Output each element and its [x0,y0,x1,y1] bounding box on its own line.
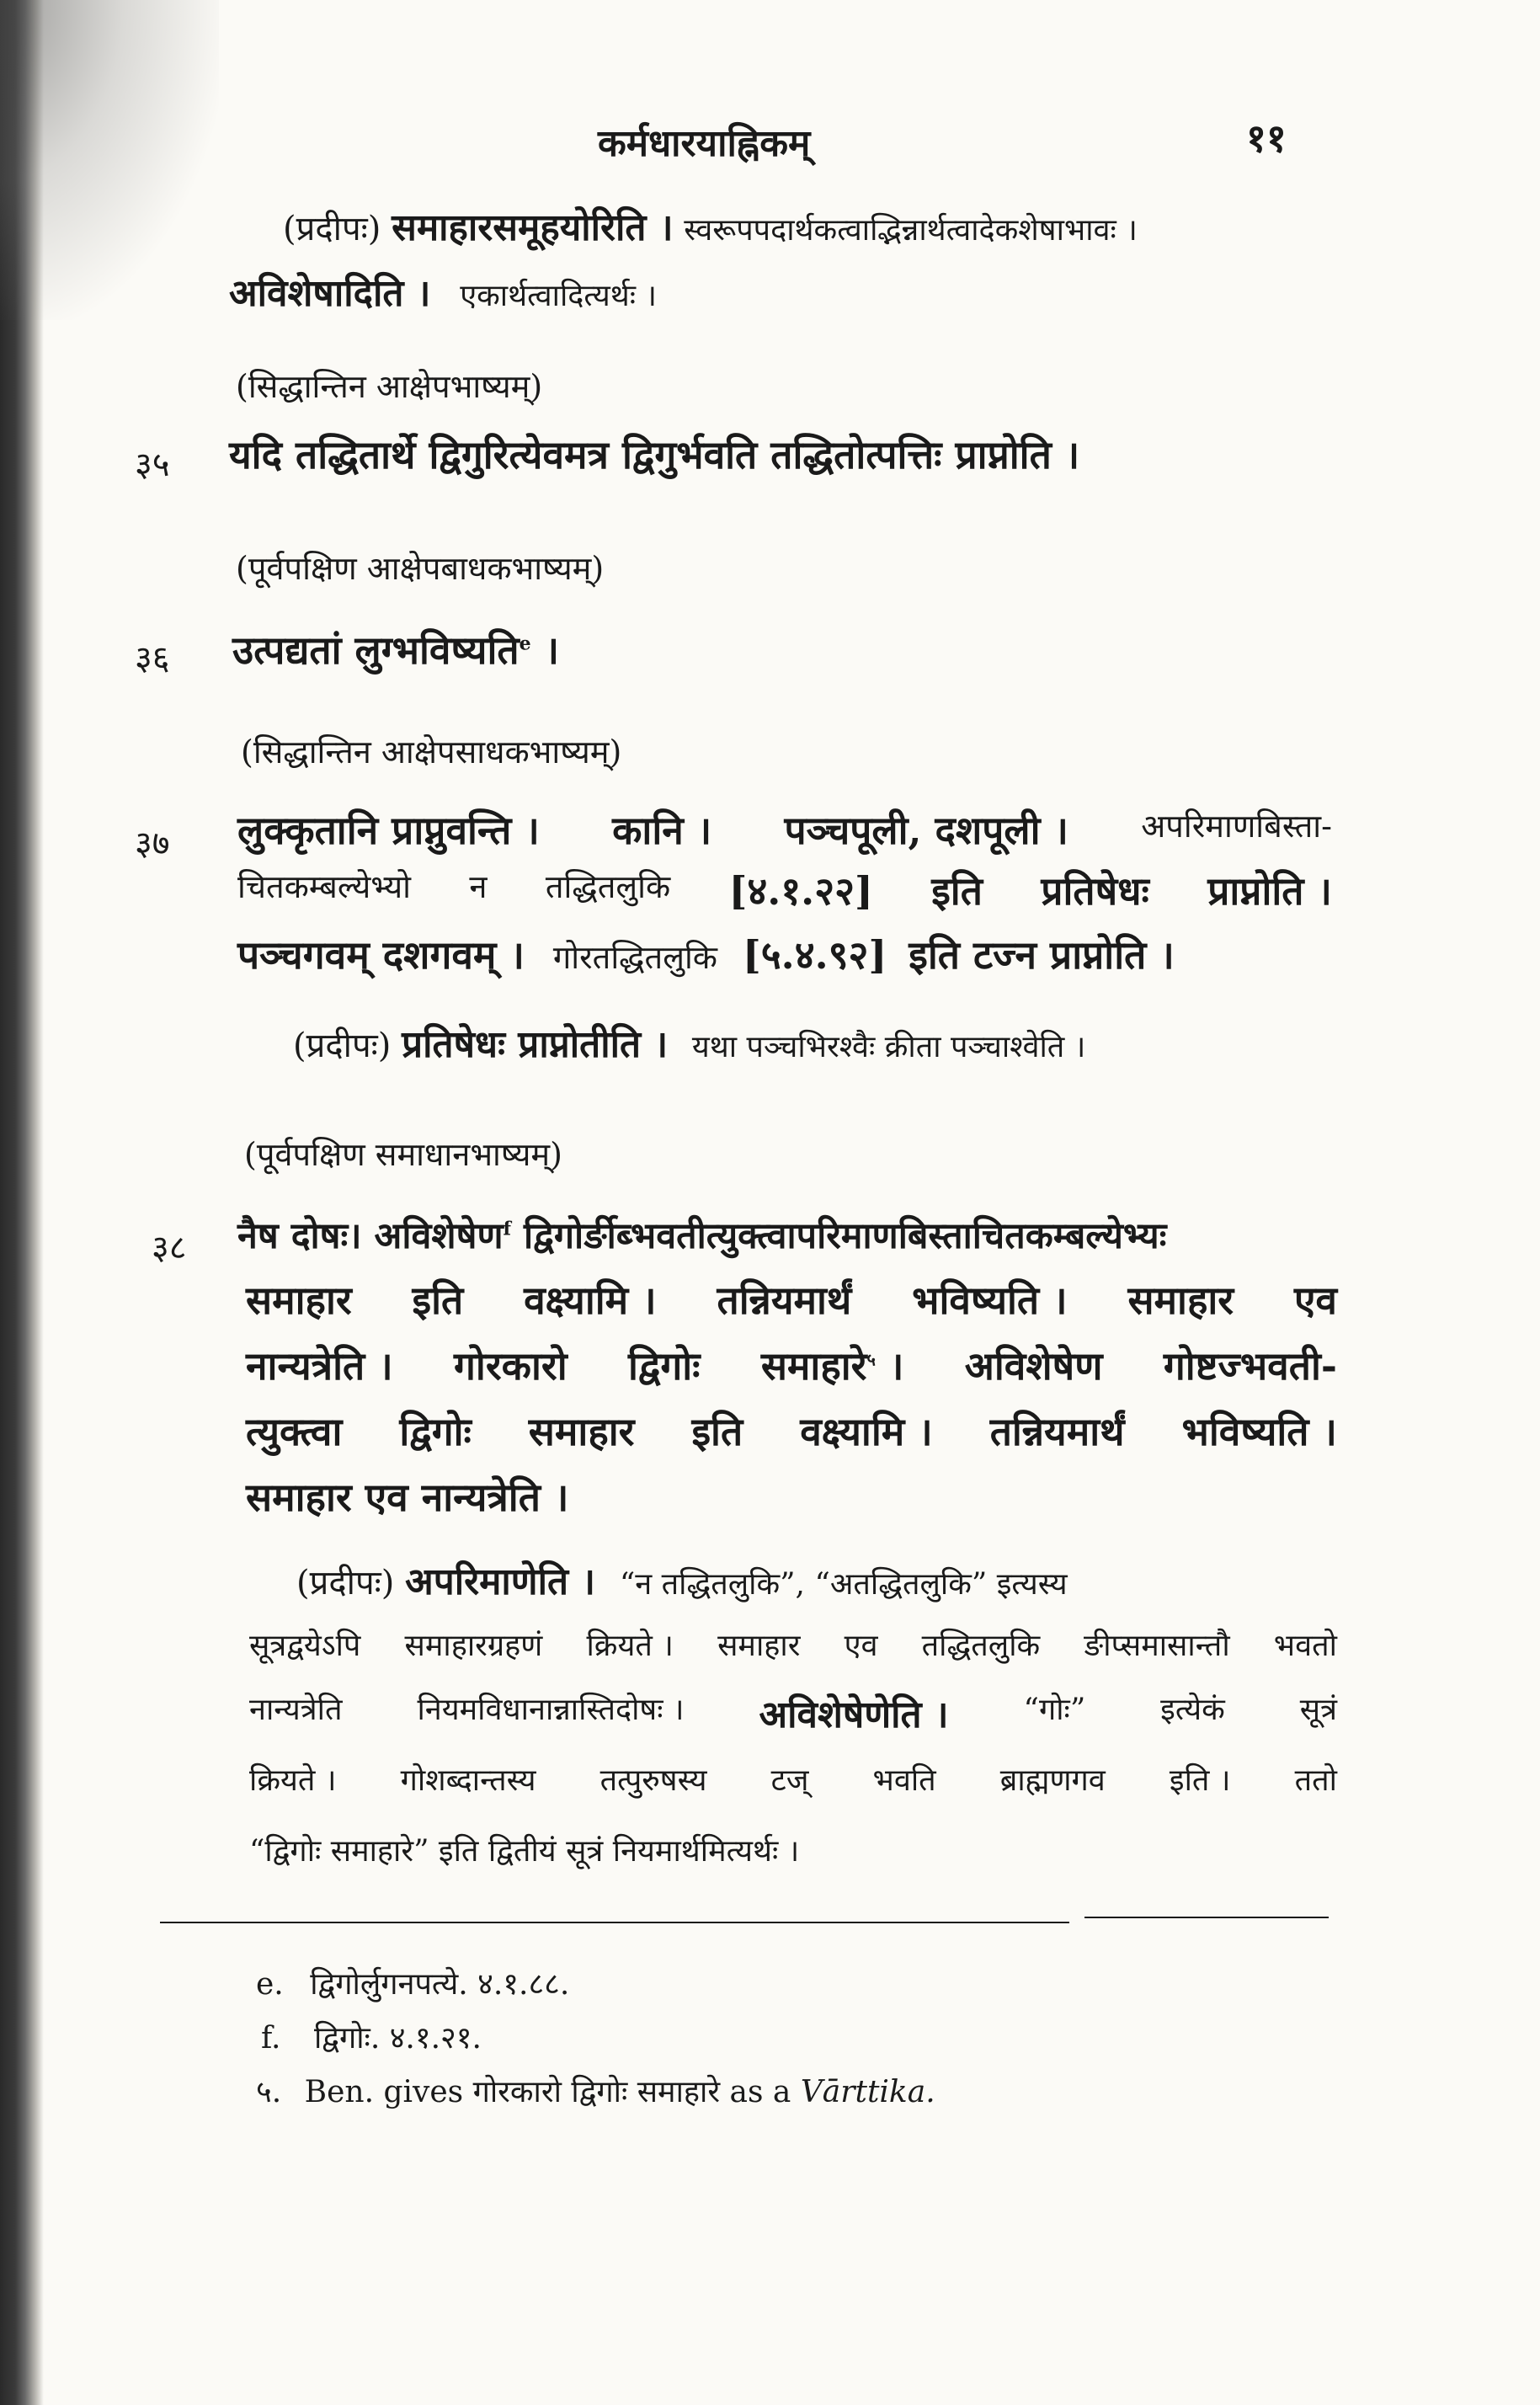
pradipa-text: समाहार [717,1629,801,1663]
bhashya-text-36 [232,623,559,675]
footnote-5 [256,2070,935,2111]
bhashya-text: इति [412,1277,464,1323]
pradipa-lead: समाहारसमूहयोरिति । [392,206,674,249]
sutra-reference: [५.४.९२] [743,932,887,978]
pradipa-text: सूत्रद्वयेऽपि [249,1629,361,1663]
pradipa-38-line-4 [249,1758,1337,1800]
bhashya-38-line-3 [246,1339,1337,1391]
paragraph-number-36: ३६ [135,639,170,678]
bhashya-text: न [469,868,488,905]
pradipa-text: स्वरूपपदार्थकत्वाद्भिन्नार्थत्वादेकशेषाभावः । [684,213,1138,248]
bhashya-text: गोरतद्धितलुकि [552,939,717,976]
pradipa-text: भवतो [1273,1629,1337,1663]
bhashya-text: पञ्चगवम् दशगवम् । [237,932,525,978]
paragraph-number-37: ३७ [135,824,170,863]
pradipa-text: टज् [770,1763,809,1798]
bhashya-text: द्विगोर्ङीब्भवतीत्युक्त्वापरिमाणबिस्ताचितकम्बल्येभ्यः [511,1215,1167,1257]
footnote-divider [1084,1917,1329,1918]
bhashya-text: समाहार [1127,1277,1234,1323]
bhashya-text: द्विगोः [628,1343,701,1389]
section-heading-38: (पूर्वपक्षिण समाधानभाष्यम्) [244,1136,562,1173]
pradipa-text: “न तद्धितलुकि”, “अतद्धितलुकि” इत्यस्य [619,1567,1068,1602]
bhashya-37-line-2 [237,864,1332,916]
bhashya-text: भविष्यति । [1181,1409,1337,1454]
pradipa-text: गोशब्दान्तस्य [400,1763,536,1798]
pradipa-38-line-1 [296,1554,1068,1605]
pradipa-38-line-5: “द्विगोः समाहारे” इति द्वितीयं सूत्रं नियमार्थमित्यर्थः । [249,1834,800,1869]
bhashya-text: वक्ष्यामि । [524,1277,657,1323]
footnote-marker: e [519,632,531,655]
pradipa-lead: अविशेषादिति । [229,272,431,315]
pradipa-text: “गोः” [1023,1693,1086,1727]
pradipa-text: यथा पञ्चभिरश्वैः क्रीता पञ्चाश्वेति । [691,1030,1086,1064]
pradipa-38-line-3 [249,1688,1337,1738]
bhashya-text: तद्धितलुकि [545,868,671,905]
bhashya-text: तन्नियमार्थं [717,1277,852,1323]
section-heading-36: (पूर्वपक्षिण आक्षेपबाधकभाष्यम्) [236,550,605,587]
pradipa-line-2 [229,266,657,317]
footnote-text: as a [729,2075,791,2109]
scan-shadow [0,0,219,320]
pradipa-label: (प्रदीपः) [293,1027,392,1065]
bhashya-text: पञ्चपूली, दशपूली । [784,808,1068,853]
pradipa-line-1 [283,200,1138,251]
bhashya-text: नैष दोषः। अविशेषेण [237,1215,504,1257]
pradipa-text: ततो [1294,1763,1337,1798]
bhashya-38-line-5: समाहार एव नान्यत्रेति । [246,1474,569,1520]
sutra-reference: [४.१.२२] [728,868,873,914]
pradipa-text: सूत्रं [1299,1693,1337,1727]
footnote-marker: f [503,1218,512,1240]
bhashya-text: नान्यत्रेति । [246,1343,393,1389]
bhashya-text: त्युक्त्वा [246,1409,343,1454]
danda: । [888,1343,904,1389]
page-header-title: कर्मधारयाह्निकम् [598,122,811,165]
footnote-mark: ५. [256,2075,282,2109]
pradipa-text: एव [844,1629,878,1663]
footnote-divider [160,1922,1069,1923]
pradipa-text: ब्राह्मणगव [999,1763,1106,1798]
pradipa-text: भवति [872,1763,936,1798]
bhashya-text: इति [691,1409,743,1454]
danda: । [530,627,560,673]
pradipa-text: तद्धितलुकि [921,1629,1041,1663]
pradipa-text: नियमविधानान्नास्तिदोषः । [417,1693,685,1727]
book-binding-edge [0,0,44,2405]
pradipa-text: तत्पुरुषस्य [599,1763,707,1798]
bhashya-text: लुक्कृतानि प्राप्नुवन्ति । [237,808,540,853]
bhashya-38-line-1 [237,1209,1166,1259]
footnote-text: गोरकारो द्विगोः समाहारे [472,2075,721,2109]
footnote-marker: ५ [866,1349,876,1370]
paragraph-number-38: ३८ [152,1229,187,1267]
bhashya-text: उत्पद्यतां लुग्भविष्यति [232,627,520,673]
bhashya-38-line-2 [246,1273,1337,1325]
bhashya-37-line-1 [237,803,1332,856]
page-number: ११ [1246,115,1287,161]
bhashya-text: भविष्यति । [912,1277,1068,1323]
bhashya-37-line-3 [237,928,1175,980]
bhashya-text: प्राप्नोति । [1207,868,1332,914]
pradipa-text: क्रियते । [586,1629,674,1663]
footnote-e [256,1962,569,2003]
bhashya-text: कानि । [612,808,712,853]
bhashya-text: प्रतिषेधः [1041,868,1149,914]
bhashya-text: द्विगोः [399,1409,472,1454]
paragraph-number-35: ३५ [135,445,170,484]
section-heading-37: (सिद्धान्तिन आक्षेपसाधकभाष्यम्) [241,733,622,771]
footnote-text: द्विगोर्लुगनपत्ये. ४.१.८८. [310,1967,570,2002]
pradipa-text: इति । [1169,1763,1231,1798]
footnote-f [261,2016,482,2057]
bhashya-text: समाहारे [760,1343,867,1389]
bhashya-text: गोष्टज्भवती- [1163,1343,1337,1389]
bhashya-text-35: यदि तद्धितार्थे द्विगुरित्येवमत्र द्विगुर्भवति तद्धितोत्पत्तिः प्राप्नोति । [229,432,1080,477]
footnote-text: द्विगोः. ४.१.२१. [313,2021,482,2056]
bhashya-text: वक्ष्यामि । [800,1409,933,1454]
pradipa-text: एकार्थत्वादित्यर्थः । [460,279,658,313]
bhashya-text: तन्नियमार्थं [989,1409,1125,1454]
bhashya-text: इति टज्न प्राप्नोति । [909,932,1175,978]
bhashya-text: अविशेषेण [964,1343,1103,1389]
pradipa-lead: प्रतिषेधः प्राप्नोतीति । [402,1023,669,1066]
pradipa-label: (प्रदीपः) [283,210,381,248]
bhashya-text: गोरकारो [454,1343,568,1389]
pradipa-text: ङीप्समासान्तौ [1084,1629,1230,1663]
bhashya-text: एव [1293,1277,1337,1323]
section-heading-35: (सिद्धान्तिन आक्षेपभाष्यम्) [236,368,543,405]
pradipa-lead: अविशेषेणेति । [759,1693,949,1736]
footnote-text: Vārttika. [800,2075,935,2109]
pradipa-label: (प्रदीपः) [296,1564,395,1602]
bhashya-38-line-4 [246,1405,1337,1457]
pradipa-37 [293,1017,1085,1068]
pradipa-lead: अपरिमाणेति । [405,1560,596,1603]
bhashya-text: चितकम्बल्येभ्यो [237,868,411,905]
bhashya-text: समाहार [528,1409,635,1454]
footnote-text: Ben. gives [304,2075,464,2109]
footnote-mark: f. [261,2021,281,2056]
bhashya-text: समाहार [246,1277,352,1323]
pradipa-text: क्रियते । [249,1763,337,1798]
pradipa-text: नान्यत्रेति [249,1693,343,1727]
bhashya-text: इति [931,868,983,914]
bhashya-text: अपरिमाणबिस्ता- [1141,808,1332,845]
pradipa-text: इत्येकं [1160,1693,1225,1727]
pradipa-38-line-2 [249,1624,1337,1665]
pradipa-text: समाहारग्रहणं [404,1629,543,1663]
footnote-mark: e. [256,1967,284,2002]
